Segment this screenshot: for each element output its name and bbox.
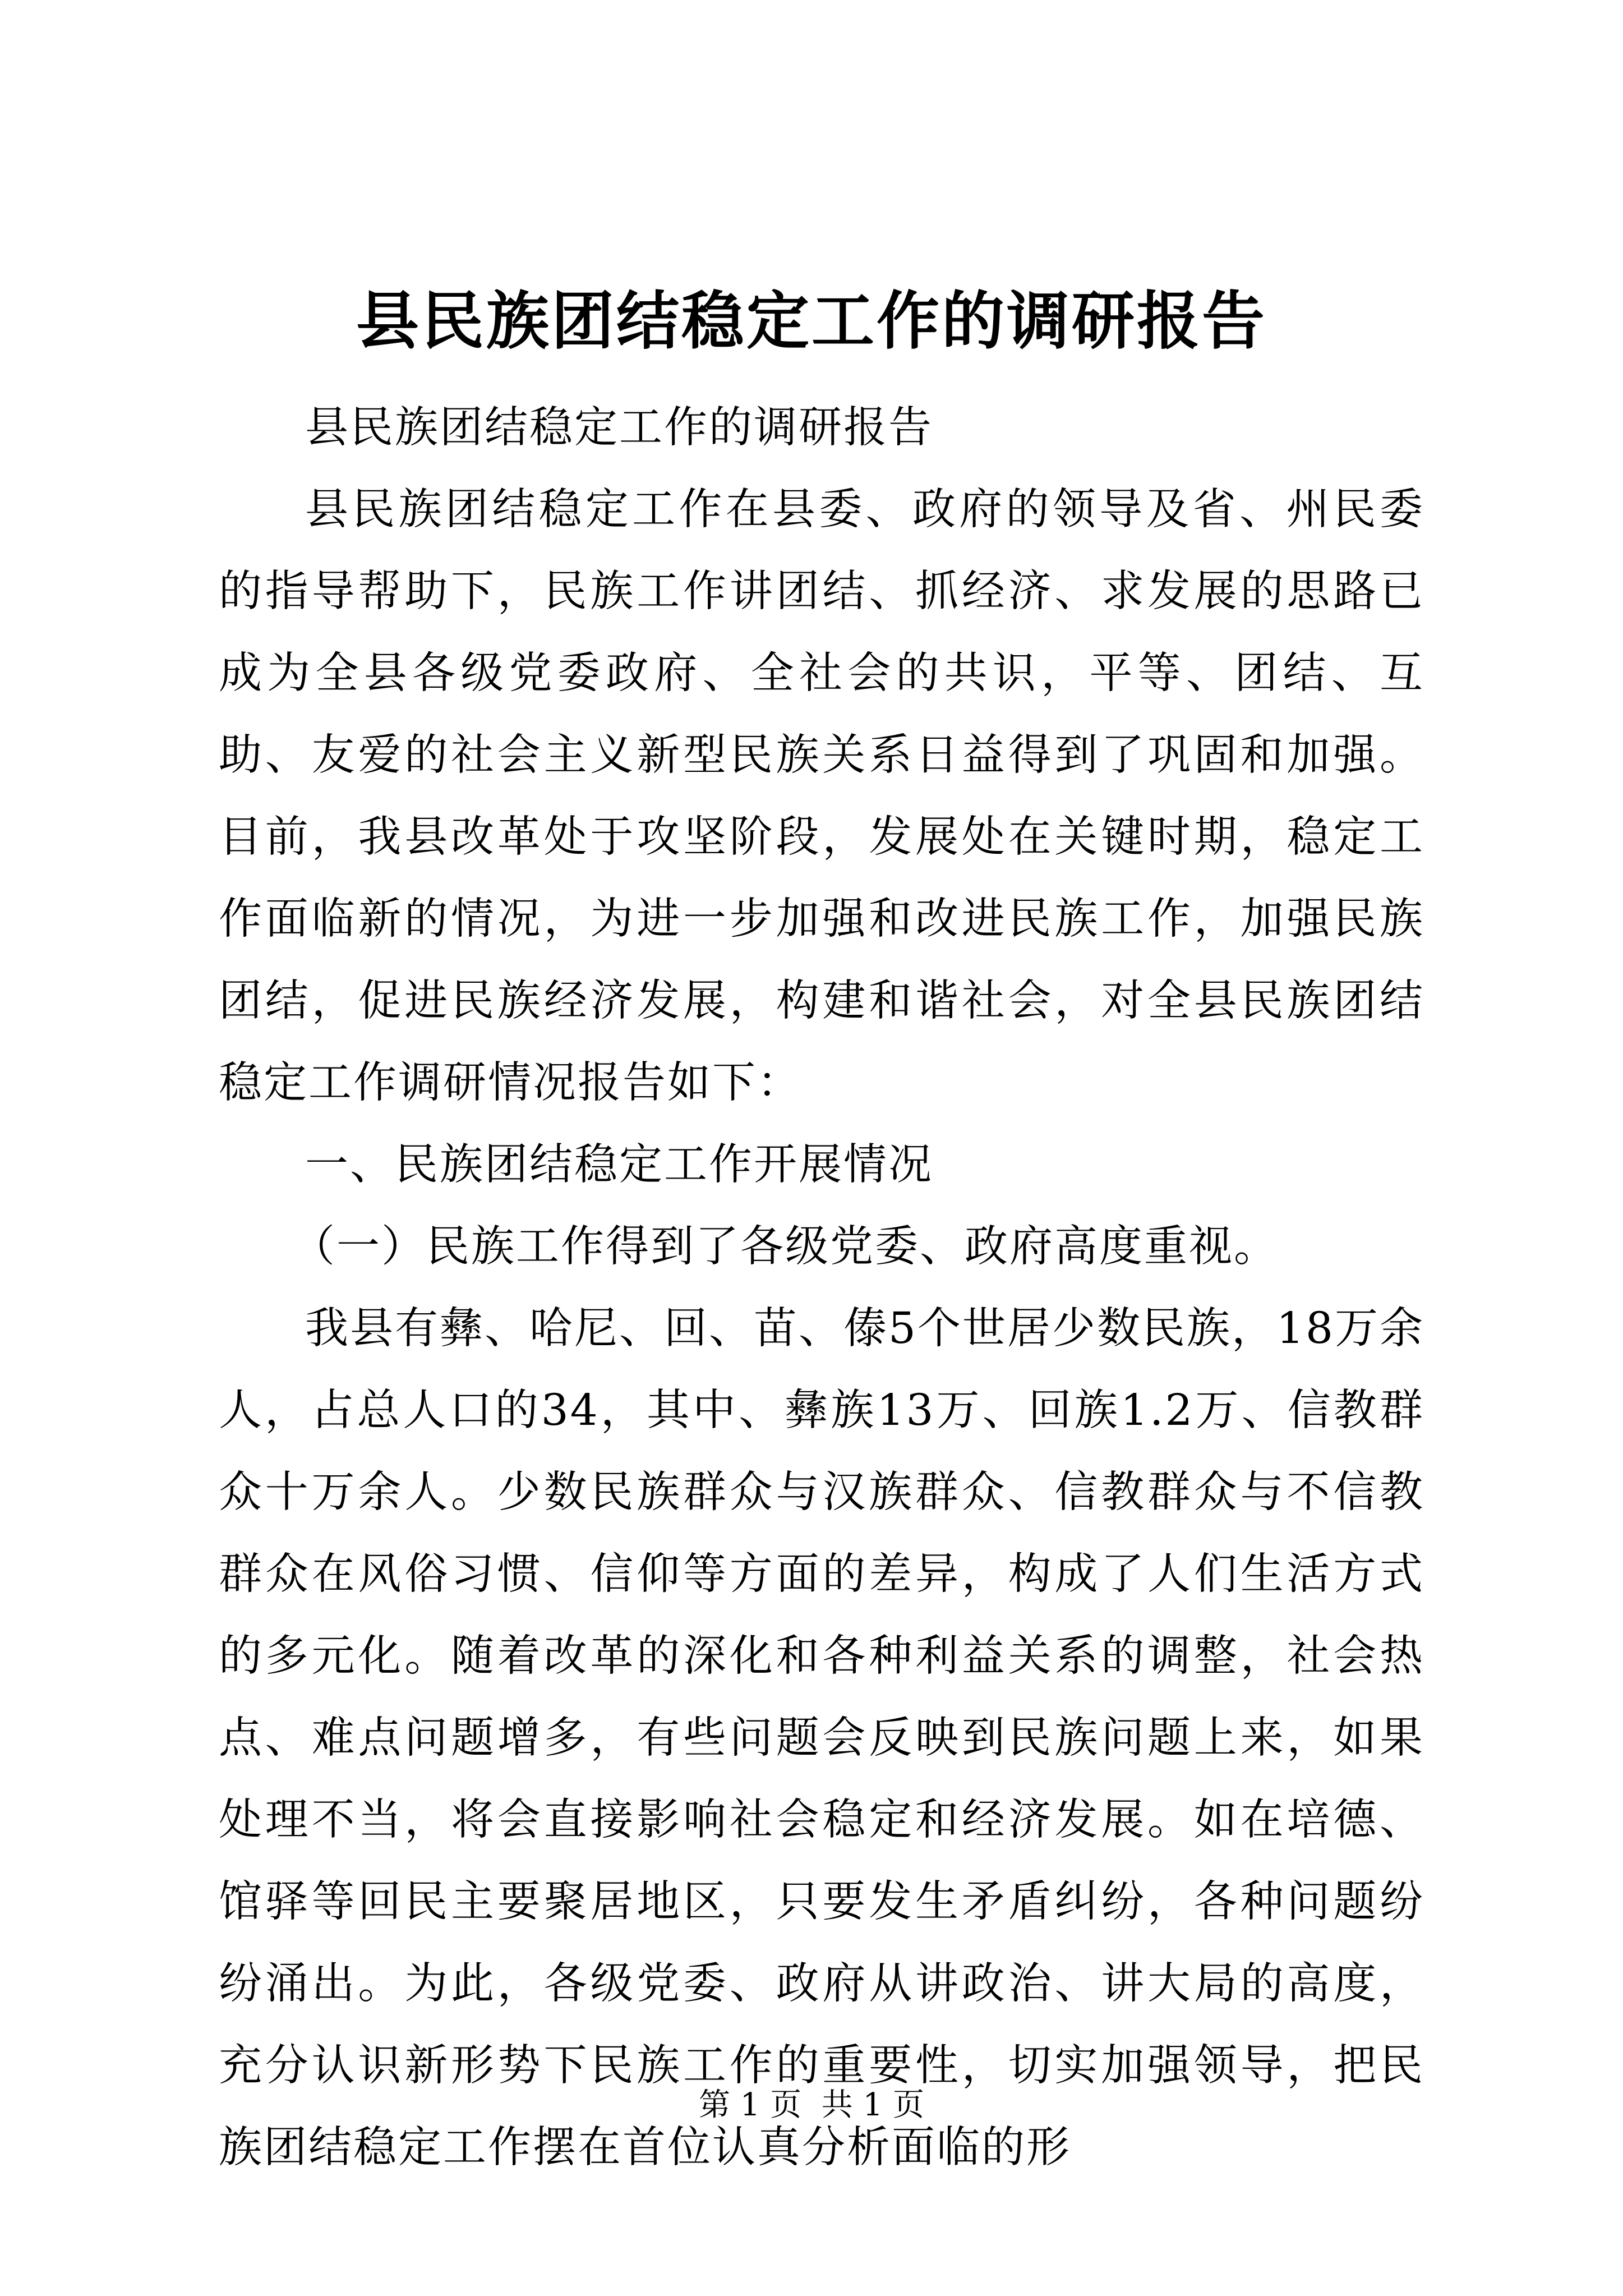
page-footer: 第 1 页 共 1 页 xyxy=(698,2087,925,2123)
body-paragraph-details: 我县有彝、哈尼、回、苗、傣5个世居少数民族，18万余人，占总人口的34，其中、彝族13万、回族1.2万、信教群众十万余人。少数民族群众与汉族群众、信教群众与不信教群众在风俗习惯、信仰等方面的差异，构成了人们生活方式的多元化。随着改革的深化和各种利益关系的调整，社会热点、难点问题增多，有些问题会反映到民族问题上来，如果处理不当，将会直接影响社会稳定和经济发展。如在培德、馆驿等回民主要聚居地区，只要发生矛盾纠纷，各种问题纷纷涌出。为此，各级党委、政府从讲政治、讲大局的高度，充分认识新形势下民族工作的重要性，切实加强领导，把民族团结稳定工作摆在首位认真分析面临的形 xyxy=(219,1304,1424,2173)
body-paragraph-intro: 县民族团结稳定工作在县委、政府的领导及省、州民委的指导帮助下，民族工作讲团结、抓经济、求发展的思路已成为全县各级党委政府、全社会的共识，平等、团结、互助、友爱的社会主义新型民族关系日益得到了巩固和加强。目前，我县改革处于攻坚阶段，发展处在关键时期，稳定工作面临新的情况，为进一步加强和改进民族工作，加强民族团结，促进民族经济发展，构建和谐社会，对全县民族团结稳定工作调研情况报告如下： xyxy=(219,485,1424,1108)
document-body xyxy=(219,387,1424,2189)
document-title: 县民族团结稳定工作的调研报告 xyxy=(356,284,1267,358)
subsection-heading: （一）民族工作得到了各级党委、政府高度重视。 xyxy=(292,1222,1279,1272)
body-paragraph-subtitle: 县民族团结稳定工作的调研报告 xyxy=(305,403,933,453)
section-heading: 一、民族团结稳定工作开展情况 xyxy=(305,1140,933,1190)
